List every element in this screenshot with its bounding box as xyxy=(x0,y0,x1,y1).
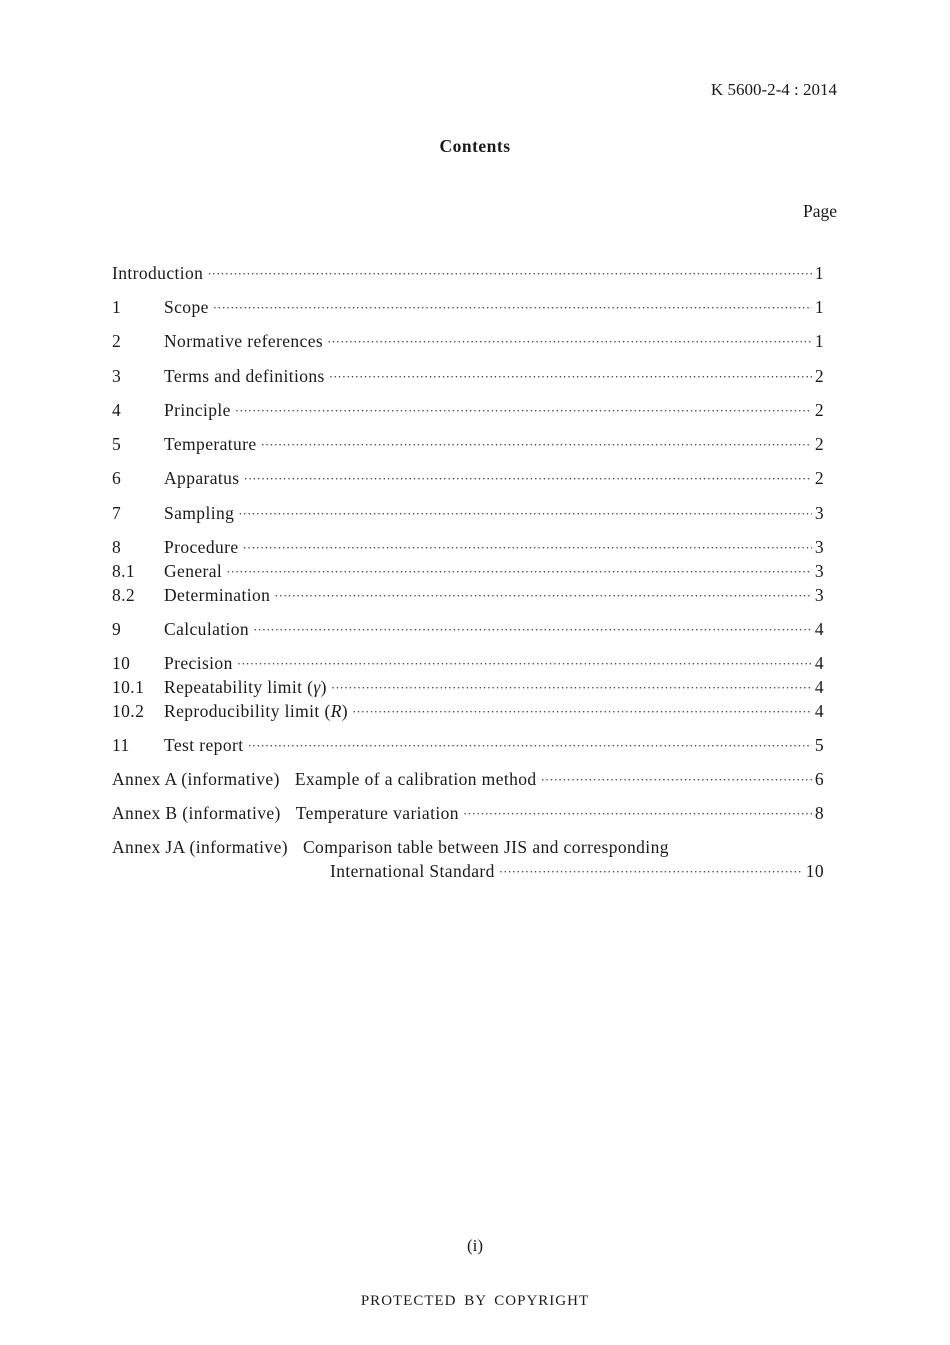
dot-leader xyxy=(243,540,812,556)
toc-entry-title: Test report xyxy=(164,735,244,755)
annex-title: Example of a calibration method xyxy=(294,769,537,789)
toc-entry-number: 2 xyxy=(112,331,122,351)
toc-entry-title: Introduction xyxy=(112,263,204,283)
toc-entry-page: 3 xyxy=(814,561,824,581)
toc-entry-sampling[interactable] xyxy=(112,503,824,525)
toc-entry-temperature[interactable] xyxy=(112,434,824,456)
toc-entry-title: Temperature xyxy=(164,434,257,454)
page-title: Contents xyxy=(439,136,511,156)
toc-entry-page: 4 xyxy=(814,619,824,639)
toc-entry-number: 11 xyxy=(112,735,130,755)
dot-leader xyxy=(226,564,812,580)
toc-entry-title: Scope xyxy=(164,297,209,317)
toc-entry-number: 8 xyxy=(112,537,122,557)
copyright-notice: PROTECTED BY COPYRIGHT xyxy=(360,1293,590,1309)
toc-entry-number: 8.2 xyxy=(112,585,136,605)
symbol-gamma: γ xyxy=(313,677,321,697)
dot-leader xyxy=(261,437,812,453)
toc-entry-number: 3 xyxy=(112,366,122,386)
toc-entry-number: 10.1 xyxy=(112,677,145,697)
toc-entry-page: 6 xyxy=(814,769,824,789)
dot-leader xyxy=(463,806,812,822)
toc-entry-title: Terms and definitions xyxy=(164,366,325,386)
dot-leader xyxy=(329,369,812,385)
document-id: K 5600-2-4 : 2014 xyxy=(710,80,837,99)
toc-entry-page: 3 xyxy=(814,537,824,557)
toc-entry-title: Principle xyxy=(164,400,231,420)
toc-entry-page: 2 xyxy=(814,434,824,454)
toc-entry-test-report[interactable] xyxy=(112,735,824,757)
toc-entry-title: Reproducibility limit (R) xyxy=(164,701,349,721)
toc-entry-page: 2 xyxy=(814,366,824,386)
toc-entry-page: 3 xyxy=(814,585,824,605)
toc-entry-page: 2 xyxy=(814,400,824,420)
toc-entry-page: 1 xyxy=(814,297,824,317)
dot-leader xyxy=(253,622,812,638)
toc-entry-page: 4 xyxy=(814,677,824,697)
toc-entry-principle[interactable] xyxy=(112,400,824,422)
toc-entry-number: 8.1 xyxy=(112,561,136,581)
page-column-heading: Page xyxy=(802,201,837,221)
toc-entry-page: 8 xyxy=(814,803,824,823)
toc-entry-page: 10 xyxy=(805,861,824,881)
dot-leader xyxy=(247,738,811,754)
toc-entry-title: Apparatus xyxy=(164,468,240,488)
toc-entry-normative-references[interactable] xyxy=(112,331,824,353)
toc-entry-terms-and-definitions[interactable] xyxy=(112,366,824,388)
annex-title-line-2: International Standard xyxy=(330,861,495,881)
toc-entry-introduction[interactable] xyxy=(112,263,824,285)
toc-entry-reproducibility-limit[interactable] xyxy=(112,701,824,723)
dot-leader xyxy=(499,864,803,880)
toc-entry-page: 3 xyxy=(814,503,824,523)
dot-leader xyxy=(331,680,812,696)
toc-entry-page: 1 xyxy=(814,331,824,351)
annex-label: Annex JA (informative) xyxy=(112,837,288,857)
toc-entry-repeatability-limit[interactable] xyxy=(112,677,824,699)
toc-entry-precision[interactable] xyxy=(112,653,824,675)
toc-entry-annex-b[interactable] xyxy=(112,803,824,825)
toc-entry-title: Precision xyxy=(164,653,233,673)
toc-entry-title: Determination xyxy=(164,585,271,605)
toc-entry-number: 5 xyxy=(112,434,122,454)
annex-label: Annex A (informative) xyxy=(112,769,280,789)
toc-entry-apparatus[interactable] xyxy=(112,468,824,490)
toc-entry-page: 2 xyxy=(814,468,824,488)
dot-leader xyxy=(237,656,812,672)
dot-leader xyxy=(213,300,812,316)
toc-entry-title: Calculation xyxy=(164,619,250,639)
annex-title: Temperature variation xyxy=(295,803,459,823)
toc-entry-annex-a[interactable] xyxy=(112,769,824,791)
toc-entry-page: 4 xyxy=(814,701,824,721)
toc-entry-number: 7 xyxy=(112,503,122,523)
toc-entry-page: 1 xyxy=(814,263,824,283)
dot-leader xyxy=(274,588,812,604)
toc-entry-page: 5 xyxy=(814,735,824,755)
page-folio: (i) xyxy=(466,1236,484,1255)
dot-leader xyxy=(238,506,812,522)
toc-entry-number: 10.2 xyxy=(112,701,145,721)
toc-entry-title: Repeatability limit (γ) xyxy=(164,677,327,697)
toc-entry-number: 10 xyxy=(112,653,131,673)
annex-title-line-1: Comparison table between JIS and corresponding xyxy=(302,837,669,857)
symbol-r: R xyxy=(330,701,342,721)
toc-entry-number: 1 xyxy=(112,297,122,317)
dot-leader xyxy=(244,471,812,487)
toc-entry-calculation[interactable] xyxy=(112,619,824,641)
toc-entry-number: 6 xyxy=(112,468,122,488)
dot-leader xyxy=(541,772,812,788)
toc-entry-general[interactable] xyxy=(112,561,824,583)
dot-leader xyxy=(235,403,812,419)
toc-entry-title: Normative references xyxy=(164,331,324,351)
dot-leader xyxy=(327,334,812,350)
annex-label: Annex B (informative) xyxy=(112,803,281,823)
toc-entry-scope[interactable] xyxy=(112,297,824,319)
toc-entry-title: General xyxy=(164,561,223,581)
annex-ja-first-line xyxy=(112,837,824,859)
toc-entry-page: 4 xyxy=(814,653,824,673)
toc-entry-number: 9 xyxy=(112,619,122,639)
toc-entry-procedure[interactable] xyxy=(112,537,824,559)
toc-entry-title: Procedure xyxy=(164,537,239,557)
dot-leader xyxy=(352,704,812,720)
dot-leader xyxy=(207,266,812,282)
toc-entry-number: 4 xyxy=(112,400,122,420)
annex-ja-second-line xyxy=(330,861,824,883)
toc-entry-title: Sampling xyxy=(164,503,235,523)
toc-entry-determination[interactable] xyxy=(112,585,824,607)
